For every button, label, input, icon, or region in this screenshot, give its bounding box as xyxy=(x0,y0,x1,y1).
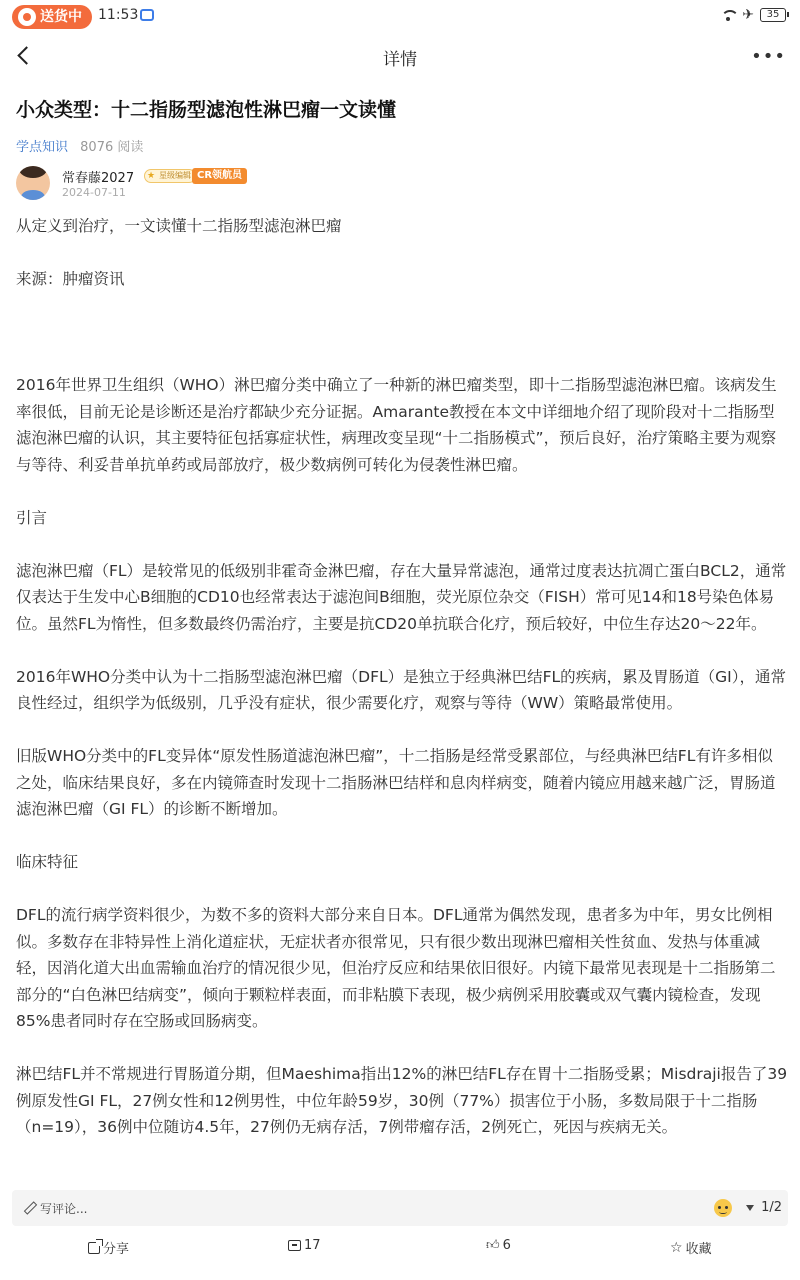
author-name[interactable]: 常春藤2027 xyxy=(62,171,135,186)
battery-icon: 35 xyxy=(760,8,786,22)
delivery-icon xyxy=(18,8,36,26)
comment-placeholder[interactable]: 写评论... xyxy=(40,1202,88,1216)
app-notification-icon xyxy=(140,9,154,21)
article-paragraph: 2016年WHO分类中认为十二指肠型滤泡淋巴瘤（DFL）是独立于经典淋巴结FL的疾病，累及胃肠道（GI），通常良性经过，组织学为低级别，几乎没有症状，很少需要化疗，观察与等待（WW）策略最常使用。 xyxy=(16,667,787,712)
star-icon: ☆ xyxy=(670,1239,683,1256)
page-indicator[interactable]: 1/2 xyxy=(761,1200,782,1215)
article-paragraph: 2016年世界卫生组织（WHO）淋巴瘤分类中确立了一种新的淋巴瘤类型，即十二指肠型滤泡淋巴瘤。该病发生率很低，目前无论是诊断还是治疗都缺少充分证据。Amarante教授在本文中详细地介绍了现阶段对十二指肠型滤泡淋巴瘤的认识，其主要特征包括寡症状性，病理改变呈现“十二指肠模式”，预后良好，治疗策略主要为观察与等待、利妥昔单抗单药或局部放疗，极少数病例可转化为侵袭性淋巴瘤。 xyxy=(16,376,777,474)
like-count: 6 xyxy=(502,1238,511,1253)
editor-badge: ★ 星级编辑 xyxy=(144,169,196,183)
status-time: 11:53 xyxy=(98,7,139,23)
article-paragraph: 滤泡淋巴瘤（FL）是较常见的低级别非霍奇金淋巴瘤，存在大量异常滤泡，通常过度表达抗凋亡蛋白BCL2，通常仅表达于生发中心B细胞的CD10也经常表达于滤泡间B细胞，荧光原位杂交（FISH）常可见14和18号染色体易位。虽然FL为惰性，但多数最终仍需治疗，主要是抗CD20单抗联合化疗，预后较好，中位生存达20～22年。 xyxy=(16,561,787,633)
article-body xyxy=(16,213,788,1211)
category-link[interactable]: 学点知识 xyxy=(16,140,69,155)
favorite-label: 收藏 xyxy=(685,1242,712,1257)
comment-button[interactable] xyxy=(288,1238,321,1253)
page-dropdown-icon[interactable] xyxy=(746,1205,754,1211)
nav-bar xyxy=(0,36,800,76)
comment-input-bar[interactable] xyxy=(12,1190,788,1226)
favorite-button[interactable] xyxy=(670,1238,712,1257)
thumbs-up-icon: 👍︎ xyxy=(486,1237,500,1253)
article-title: 小众类型：十二指肠型滤泡性淋巴瘤一文读懂 xyxy=(16,99,397,121)
airplane-icon: ✈ xyxy=(742,7,754,23)
article-paragraph: 淋巴结FL并不常规进行胃肠道分期，但Maeshima指出12%的淋巴结FL存在胃十二指肠受累；Misdraji报告了39例原发性GI FL，27例女性和12例男性，中位年龄59岁，30例（77%）损害位于小肠，多数局限于十二指肠（n=19），36例中位随访4.5年，27例仍无病存活，7例带瘤存活，2例死亡，死因与疾病无关。 xyxy=(16,1065,788,1136)
share-button[interactable] xyxy=(88,1238,129,1257)
article-paragraph: 旧版WHO分类中的FL变异体“原发性肠道滤泡淋巴瘤”，十二指肠是经常受累部位，与经典淋巴结FL有许多相似之处，临床结果良好，多在内镜筛查时发现十二指肠淋巴结样和息肉样病变，随着内镜应用越来越广泛，胃肠道滤泡淋巴瘤（GI FL）的诊断不断增加。 xyxy=(16,747,776,818)
delivery-label: 送货中 xyxy=(40,9,82,25)
cr-navigator-badge: CR领航员 xyxy=(192,168,247,184)
status-bar xyxy=(0,0,800,32)
delivery-status-pill[interactable] xyxy=(12,5,92,29)
article-paragraph: 从定义到治疗，一文读懂十二指肠型滤泡淋巴瘤 xyxy=(16,217,342,235)
comment-count: 17 xyxy=(304,1238,321,1253)
section-heading: 临床特征 xyxy=(16,853,79,871)
status-indicators xyxy=(720,7,786,23)
emoji-icon[interactable] xyxy=(714,1199,732,1217)
share-label: 分享 xyxy=(103,1242,130,1257)
wifi-icon xyxy=(720,8,736,22)
more-options-icon[interactable]: ••• xyxy=(751,46,786,67)
pen-icon xyxy=(24,1201,35,1212)
bottom-action-bar xyxy=(0,1232,800,1264)
author-info xyxy=(16,166,616,206)
article-paragraph: 来源：肿瘤资讯 xyxy=(16,270,125,288)
read-count: 8076 阅读 xyxy=(80,140,144,155)
comment-icon xyxy=(288,1240,301,1251)
share-icon xyxy=(88,1242,100,1254)
publish-date: 2024-07-11 xyxy=(62,186,126,199)
author-avatar[interactable] xyxy=(16,166,50,200)
article-meta xyxy=(16,136,143,155)
like-button[interactable] xyxy=(486,1238,511,1253)
article-paragraph xyxy=(16,319,788,346)
article-paragraph: DFL的流行病学资料很少，为数不多的资料大部分来自日本。DFL通常为偶然发现，患者多为中年，男女比例相似。多数存在非特异性上消化道症状，无症状者亦很常见，只有很少数出现淋巴瘤相关性贫血、发热与体重减轻，因消化道大出血需输血治疗的情况很少见，但治疗反应和结果依旧很好。内镜下最常见表现是十二指肠第二部分的“白色淋巴结病变”，倾向于颗粒样表面，而非粘膜下表现，极少病例采用胶囊或双气囊内镜检查，发现85%患者同时存在空肠或回肠病变。 xyxy=(16,906,776,1030)
page-title: 详情 xyxy=(383,50,417,70)
section-heading: 引言 xyxy=(16,508,48,527)
